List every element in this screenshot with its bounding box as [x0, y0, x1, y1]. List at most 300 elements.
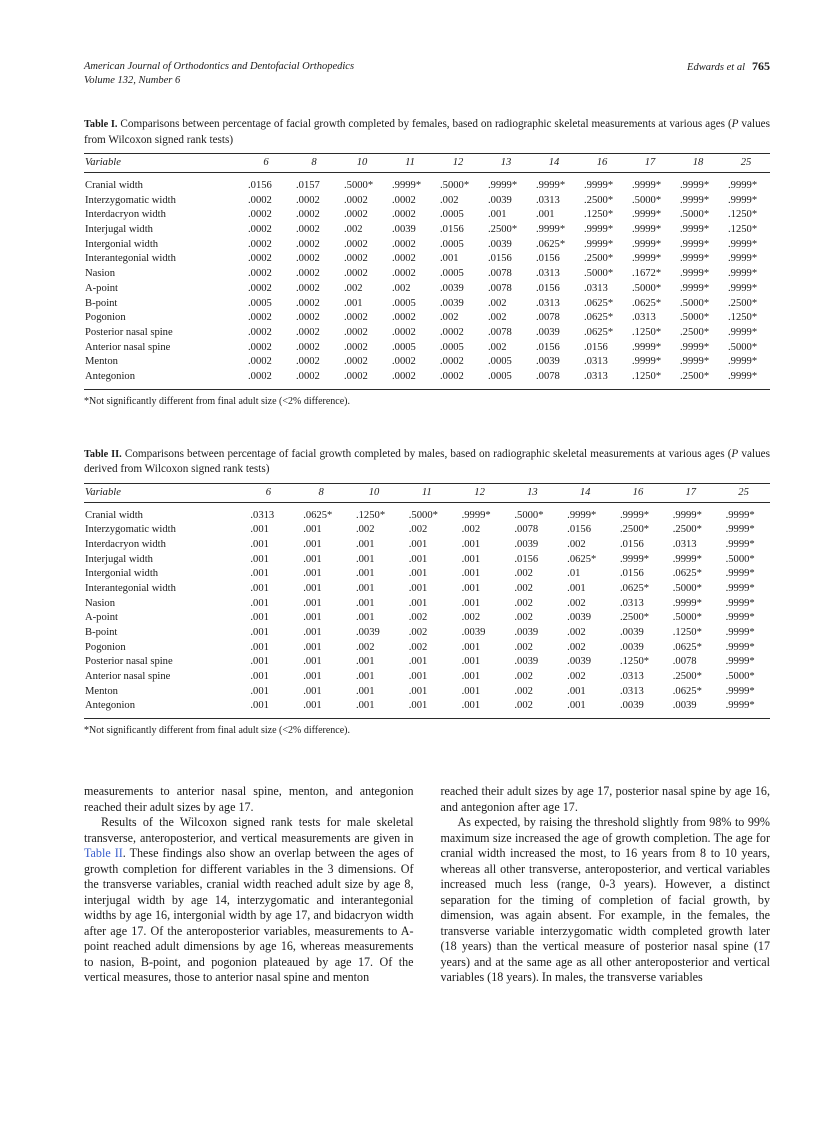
table-two-cell: [348, 502, 401, 523]
table-one-value: .0157: [296, 180, 320, 191]
table-one-row-label: Posterior nasal spine: [85, 326, 173, 338]
table-one-value: .0002: [248, 341, 272, 353]
table-one-cell: [626, 311, 674, 326]
table-one-row-label: Interantegonial width: [85, 253, 176, 265]
table-two-cell: [242, 684, 295, 699]
table-one-block: [84, 117, 770, 409]
table-one-cell: [722, 281, 770, 296]
table-two-cell: [506, 537, 559, 552]
table-two-value: .002: [355, 524, 375, 536]
table-two-value: .001: [567, 685, 586, 697]
table-two-value: .001: [408, 700, 428, 712]
table-two-cell: [559, 699, 612, 719]
table-one-cell: [242, 208, 290, 223]
table-two-cell: [242, 581, 295, 596]
table-one-cell: [530, 355, 578, 370]
table-two-value: .0039: [619, 627, 644, 639]
table-two-value: .001: [567, 700, 586, 712]
table-one-value: .0039: [488, 194, 512, 206]
table-two-value: .0313: [619, 685, 644, 697]
table-two-value: .2500*: [619, 612, 650, 624]
table-two-cell: [295, 655, 348, 670]
table-two-value: .001: [250, 612, 269, 624]
table-one-value: .0313: [584, 356, 608, 368]
table-two-value: .002: [408, 641, 428, 653]
table-two-cell: [717, 640, 770, 655]
table-two-value: .002: [408, 612, 428, 624]
table-two-value: .0078: [672, 656, 697, 668]
table-one-row-label: Intergonial width: [85, 238, 159, 250]
table-two-cell: [400, 502, 453, 523]
table-one-value: .2500*: [584, 194, 614, 206]
table-one-cell: [578, 267, 626, 282]
table-two-cell: [453, 611, 506, 626]
table-two-cell: [348, 581, 401, 596]
table-one-cell: [578, 208, 626, 223]
table-one-cell: [722, 369, 770, 389]
table-one-col-6: 6: [242, 154, 290, 173]
table-one-value: .9999*: [680, 282, 710, 294]
table-two-value: .001: [408, 597, 428, 609]
table-two-row-label: Antegonion: [84, 699, 242, 719]
table-two-cell: [506, 670, 559, 685]
table-one-cell: [674, 340, 722, 355]
table-two-value: .2500*: [672, 671, 702, 683]
table-one-cell: [434, 311, 482, 326]
table-two-col-11: 11: [400, 483, 453, 502]
table-two-cell: [612, 670, 665, 685]
table-two-cell: [400, 581, 453, 596]
table-one-cell: [722, 237, 770, 252]
table-two-value: .001: [567, 582, 586, 594]
table-one-value: .0313: [536, 194, 560, 206]
table-one-cell: [626, 173, 674, 194]
table-one-cell: [290, 237, 338, 252]
table-two-value: .002: [514, 612, 533, 624]
journal-title: American Journal of Orthodontics and Dentofacial Orthopedics: [84, 61, 355, 72]
table-two-value: .002: [567, 627, 586, 639]
table-two-value: .1250*: [355, 509, 386, 521]
body-column-right: [441, 784, 771, 986]
table-one-value: .0002: [296, 370, 320, 382]
table-one-value: .9999*: [584, 238, 614, 250]
table-two-col-13: 13: [506, 483, 559, 502]
table-one-value: .1250*: [728, 312, 758, 324]
table-one-value: .9999*: [728, 180, 758, 191]
table-row: [84, 296, 770, 311]
table-one-value: .9999*: [680, 238, 710, 250]
table-two-value: .001: [461, 700, 481, 712]
table-one-row-label: Interzygomatic width: [85, 194, 176, 206]
table-two-cell: [664, 699, 717, 719]
table-two-value: .9999*: [725, 524, 755, 536]
table-two-value: .002: [408, 627, 428, 639]
table-two-col-25: 25: [717, 483, 770, 502]
table-one-cell: [338, 311, 386, 326]
table-one-value: .0002: [344, 356, 368, 368]
table-two-value: .0313: [619, 671, 644, 683]
table-one-cell: [530, 208, 578, 223]
table-two-value: .1250*: [619, 656, 650, 668]
table-two-cell: [242, 523, 295, 538]
table-two-cell: [453, 567, 506, 582]
table-two-value: .0313: [619, 597, 644, 609]
table-two-value: .001: [461, 656, 481, 668]
table-two-value: .001: [408, 553, 428, 565]
table-two-cell: [664, 640, 717, 655]
table-two-cell: [453, 684, 506, 699]
table-one-value: .9999*: [632, 356, 662, 368]
table-one-value: .001: [488, 209, 507, 221]
table-one-cell: [578, 340, 626, 355]
table-one-value: .9999*: [728, 194, 758, 206]
table-one-value: .9999*: [680, 224, 710, 236]
table-two-cell: [612, 581, 665, 596]
table-one-cell: [722, 340, 770, 355]
table-two-cell: [717, 537, 770, 552]
table-two-cell: [295, 625, 348, 640]
table-one-cell: [434, 193, 482, 208]
table-two-value: .001: [355, 612, 375, 624]
table-one-cell: [578, 173, 626, 194]
table-two-cell: [242, 699, 295, 719]
table-one-value: .9999*: [728, 282, 758, 294]
table-two-caption-text-a: Comparisons between percentage of facial growth completed by males, based on radiographic skeletal measurements at various ages (: [124, 447, 732, 460]
table-row: [84, 208, 770, 223]
table-one-value: .0002: [296, 341, 320, 353]
table-one-cell: [674, 311, 722, 326]
table-two-cell: [612, 611, 665, 626]
running-head-authors-page: [687, 60, 770, 75]
table-one-cell: [674, 208, 722, 223]
table-two-cell: [559, 567, 612, 582]
table-two-value: .0156: [514, 553, 539, 565]
table-one-value: .0002: [392, 209, 416, 221]
table-one-row-label: Interdacryon width: [85, 209, 166, 221]
table-row: [84, 625, 770, 640]
table-one-cell: [434, 355, 482, 370]
table-two-cell: [242, 502, 295, 523]
table-one-cell: [482, 325, 530, 340]
table-two-row-label: A-point: [85, 612, 118, 624]
table-one-cell: [674, 193, 722, 208]
table-one-cell: [242, 281, 290, 296]
right-paragraph-1: reached their adult sizes by age 17, posterior nasal spine by age 16, and antegonion after age 17.: [440, 784, 770, 814]
table-two-cell: [400, 684, 453, 699]
table-two-cell: [400, 699, 453, 719]
table-two-value: .9999*: [567, 509, 597, 521]
table-one-caption-text-b: values from Wilcoxon signed rank tests): [84, 118, 770, 146]
table-one-value: .9999*: [584, 224, 614, 236]
table-one-cell: [338, 296, 386, 311]
table-one-value: .0002: [344, 326, 368, 338]
table-two-cell: [348, 567, 401, 582]
table-two-col-6: 6: [242, 483, 295, 502]
table-one-value: .0156: [536, 341, 560, 353]
table-two-cell: [453, 581, 506, 596]
table-one-value: .0313: [632, 312, 656, 324]
table-one-cell: [626, 193, 674, 208]
table-two-cell: [506, 655, 559, 670]
table-one-cell: [386, 223, 434, 238]
table-row: [84, 640, 770, 655]
table-one-cell: [722, 208, 770, 223]
table-one-cell: [386, 296, 434, 311]
table-two-cell: [400, 655, 453, 670]
table-one-cell: [626, 325, 674, 340]
table-one-cell: [626, 281, 674, 296]
left-p2-text-after: . These findings also show an overlap between the ages of growth completion for different variables in the 3 dimensions. Of the transverse variables, cranial width reached adult size by age 8, interjugal width by age 14, interzygomatic and interantegonial widths by age 16, intergonial width by age 17, and bidacryon width after age 17. Of the anteroposterior variables, measurements to A-point reached adult dimensions by age 16, whereas measurements to nasion, B-point, and pogonion plateaued by age 17. Of the vertical measures, those to anterior nasal spine and menton: [84, 846, 414, 985]
table-one-value: .9999*: [680, 356, 710, 368]
table-one-cell: [434, 252, 482, 267]
table-two-value: .0039: [514, 538, 539, 550]
left-paragraph-2: [84, 815, 414, 986]
table-one-value: .0313: [536, 297, 560, 309]
table-one-value: .9999*: [728, 238, 758, 250]
table-two-value: .001: [303, 597, 322, 609]
table-one-value: .0625*: [632, 297, 662, 309]
table-one-cell: [722, 252, 770, 267]
table-one-cell: [578, 193, 626, 208]
table-row: [84, 223, 770, 238]
table-two-value: .9999*: [725, 627, 755, 639]
table-two-cell: [348, 684, 401, 699]
table-one-value: .9999*: [680, 194, 710, 206]
table-one-cell: [338, 173, 386, 194]
table-one-caption-text-a: Comparisons between percentage of facial growth completed by females, based on radiographic skeletal measurements at various ages (: [120, 118, 732, 130]
table-one-value: .0156: [488, 253, 512, 265]
table-one-cell: [434, 281, 482, 296]
table-one-cell: [242, 173, 290, 194]
table-one-footnote: *Not significantly different from final adult size (<2% difference).: [84, 395, 351, 407]
table-two-value: .001: [408, 685, 428, 697]
table-two-cell: [242, 611, 295, 626]
table-one-col-13: 13: [482, 154, 530, 173]
table-one-cell: [386, 355, 434, 370]
table-one-value: .9999*: [728, 326, 758, 338]
table-one-value: .1250*: [584, 209, 614, 221]
table-one-cell: [386, 173, 434, 194]
table-two-crossref-link[interactable]: Table II: [84, 846, 123, 861]
table-one-cell: [722, 296, 770, 311]
table-two-value: .001: [461, 641, 481, 653]
table-two-cell: [612, 502, 665, 523]
table-two-cell: [612, 640, 665, 655]
table-one-value: .0625*: [536, 238, 566, 250]
table-two-value: .0156: [619, 568, 644, 580]
table-one-col-8: 8: [290, 154, 338, 173]
table-one-cell: [674, 355, 722, 370]
table-one-cell: [290, 223, 338, 238]
table-two-value: .9999*: [725, 582, 755, 594]
table-one-header-row: [84, 154, 770, 173]
table-two-value: .9999*: [619, 509, 650, 521]
table-one-cell: [530, 173, 578, 194]
table-one-row-label: Nasion: [85, 268, 116, 280]
table-two-cell: [664, 502, 717, 523]
table-one-value: .9999*: [728, 268, 758, 280]
table-one-row-label: Pogonion: [85, 312, 126, 324]
table-two-cell: [717, 596, 770, 611]
table-one-cell: [386, 237, 434, 252]
table-one-value: .002: [488, 297, 507, 309]
table-two-value: .001: [250, 656, 269, 668]
table-two-cell: [506, 523, 559, 538]
table-one-cell: [530, 311, 578, 326]
table-two-value: .001: [355, 671, 375, 683]
table-two-cell: [453, 502, 506, 523]
table-one-value: .5000*: [632, 282, 662, 294]
table-one-value: .0156: [584, 341, 608, 353]
table-two-cell: [612, 523, 665, 538]
table-one-cell: [242, 267, 290, 282]
table-two-label: Table II.: [84, 448, 122, 460]
table-one-value: .0313: [536, 268, 560, 280]
table-two-value: .002: [514, 685, 533, 697]
table-row: [84, 699, 770, 719]
table-two-value: .9999*: [725, 597, 755, 609]
table-one-value: .9999*: [632, 341, 662, 353]
table-one-value: .0078: [488, 326, 512, 338]
table-two-col-12: 12: [453, 483, 506, 502]
table-two-caption-text-b: values derived from Wilcoxon signed rank tests): [84, 447, 770, 476]
table-two-cell: [400, 625, 453, 640]
table-one-cell: [290, 208, 338, 223]
table-two-value: .001: [303, 671, 322, 683]
table-two-value: .001: [250, 685, 269, 697]
table-two-value: .0156: [567, 524, 592, 536]
table-one-value: .0039: [392, 224, 416, 236]
table-one-value: .2500*: [680, 370, 710, 382]
table-one-cell: [338, 340, 386, 355]
table-two-row-label: Intergonial width: [85, 568, 159, 580]
table-one-value: .001: [344, 297, 363, 309]
table-row: [84, 267, 770, 282]
table-one-cell: [386, 340, 434, 355]
table-one-cell: [482, 223, 530, 238]
table-two-value: .9999*: [672, 509, 702, 521]
table-one-value: .0002: [392, 194, 416, 206]
table-two-cell: [400, 640, 453, 655]
table-row: [84, 537, 770, 552]
table-one-cell: [626, 208, 674, 223]
table-one-cell: [290, 325, 338, 340]
table-one-head: [84, 154, 770, 173]
table-two-head: [84, 483, 770, 502]
table-one-value: .0002: [296, 282, 320, 294]
table-one-value: .0002: [344, 209, 368, 221]
table-two-value: .9999*: [725, 612, 755, 624]
table-one-value: .0005: [488, 370, 512, 382]
table-one-cell: [626, 237, 674, 252]
table-two-cell: [717, 655, 770, 670]
table-two-cell: [559, 640, 612, 655]
table-one-cell: [722, 267, 770, 282]
table-two-block: [84, 447, 770, 739]
table-one-value: .0002: [392, 253, 416, 265]
table-one-cell: [530, 296, 578, 311]
table-two-value: .9999*: [461, 509, 491, 521]
table-one-value: .0002: [248, 224, 272, 236]
table-one-value: .0005: [488, 356, 512, 368]
table-row: [84, 355, 770, 370]
table-two-cell: [506, 581, 559, 596]
table-two-cell: [506, 611, 559, 626]
table-two-cell: [400, 596, 453, 611]
table-two-cell: [559, 625, 612, 640]
table-one-value: .9999*: [632, 253, 662, 265]
table-one-value: .1250*: [728, 209, 758, 221]
table-one-cell: [578, 311, 626, 326]
table-two-cell: [295, 670, 348, 685]
table-one-cell: [626, 340, 674, 355]
table-one-cell: [338, 325, 386, 340]
table-two-row-label: Menton: [85, 685, 118, 697]
table-two-cell: [348, 670, 401, 685]
table-two-cell: [717, 552, 770, 567]
table-row: [84, 281, 770, 296]
table-one-cell: [626, 296, 674, 311]
table-one-row-label: Anterior nasal spine: [85, 341, 171, 353]
table-two-row-label: Interjugal width: [85, 553, 153, 565]
table-two-value: .002: [514, 641, 533, 653]
table-one-cell: [434, 237, 482, 252]
table-one-cell: [674, 237, 722, 252]
table-one-cell: [290, 193, 338, 208]
table-one-value: .0002: [248, 326, 272, 338]
table-two-value: .001: [250, 538, 269, 550]
table-one-cell: [434, 267, 482, 282]
table-one-row-label: Cranial width: [85, 180, 143, 191]
table-two-row-label: B-point: [85, 627, 118, 639]
table-one-cell: [530, 252, 578, 267]
table-two-col-10: 10: [348, 483, 401, 502]
table-two-cell: [664, 537, 717, 552]
table-one-cell: [722, 173, 770, 194]
table-one-cell: [674, 223, 722, 238]
table-one-value: .0002: [296, 297, 320, 309]
table-two-cell: [612, 684, 665, 699]
table-one-cell: [434, 369, 482, 389]
table-one-value: .002: [392, 282, 411, 294]
table-two-row-label: Anterior nasal spine: [85, 671, 171, 683]
table-one-value: .0002: [296, 312, 320, 324]
table-two-cell: [242, 640, 295, 655]
table-one-cell: [482, 311, 530, 326]
table-two-cell: [559, 523, 612, 538]
table-one-caption: [84, 117, 770, 148]
table-two-cell: [506, 625, 559, 640]
table-one-value: .9999*: [728, 253, 758, 265]
table-two-caption-p: P: [731, 447, 739, 460]
table-two-value: .5000*: [725, 553, 755, 565]
page-content: [84, 60, 770, 986]
table-one-value: .0039: [488, 238, 512, 250]
table-one-value: .0625*: [584, 326, 614, 338]
table-one-value: .0002: [392, 268, 416, 280]
table-one-value: .0002: [296, 238, 320, 250]
table-two-value: .001: [250, 582, 269, 594]
table-two-value: .002: [514, 700, 533, 712]
table-one-row-label: Antegonion: [84, 369, 242, 389]
table-two-value: .9999*: [672, 597, 702, 609]
table-row: [84, 552, 770, 567]
table-one-cell: [290, 173, 338, 194]
table-two-value: .001: [303, 685, 322, 697]
table-two-cell: [664, 684, 717, 699]
table-two-value: .9999*: [725, 641, 755, 653]
table-two-value: .002: [408, 524, 428, 536]
